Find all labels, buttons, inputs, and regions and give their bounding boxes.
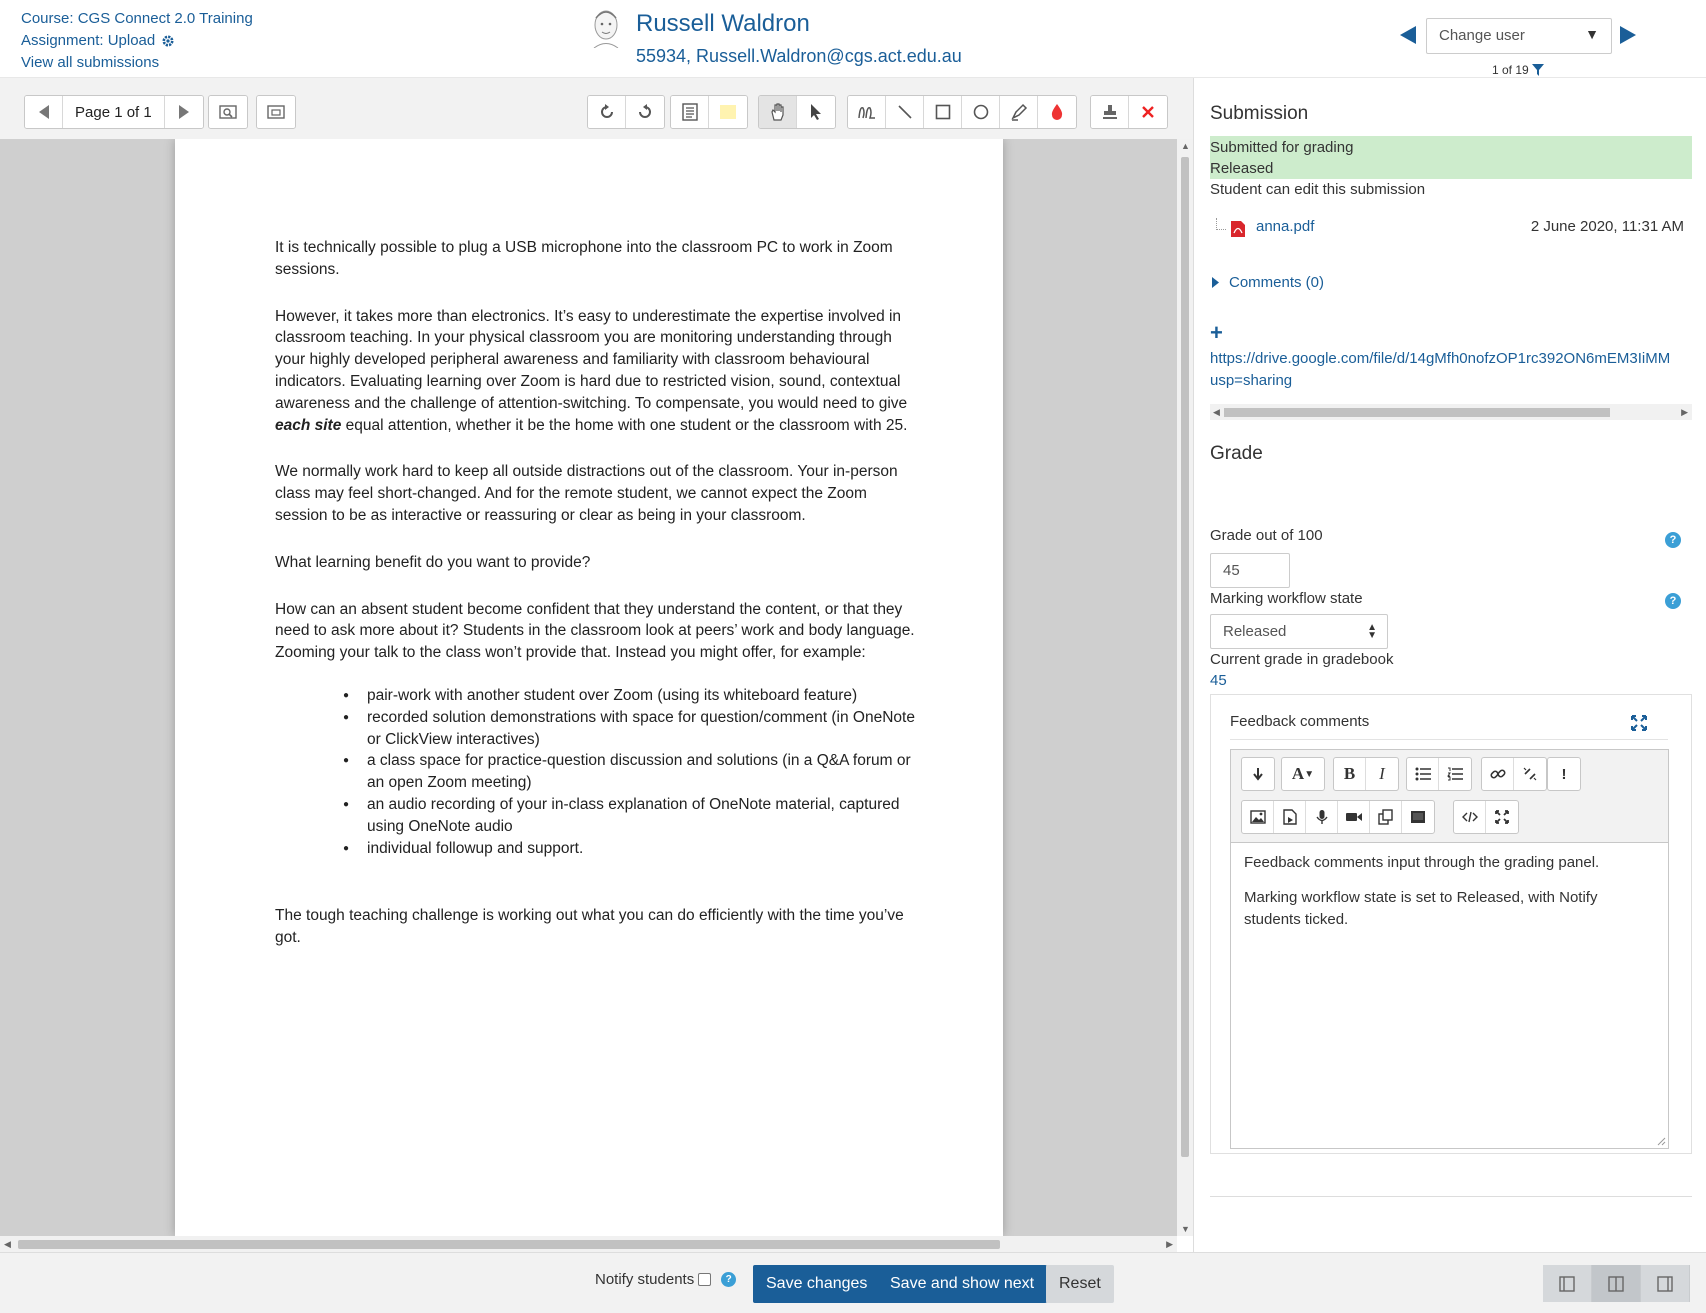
file-link[interactable]: anna.pdf xyxy=(1256,218,1315,235)
pdf-viewer[interactable] xyxy=(0,139,1193,1236)
scroll-down-icon[interactable]: ▼ xyxy=(1181,1224,1190,1234)
annotation-tools-group xyxy=(847,95,1077,129)
collapse-grade-panel-button[interactable] xyxy=(1641,1265,1690,1302)
scroll-left-icon[interactable]: ◀ xyxy=(1213,407,1220,417)
rectangle-tool-button[interactable] xyxy=(924,96,962,128)
expand-icon[interactable] xyxy=(1631,715,1649,733)
pdf-bullet-item: ● pair-work with another student over Zoom (using its whiteboard feature) xyxy=(343,685,915,707)
user-count-text: 1 of 19 xyxy=(1492,63,1529,77)
user-count xyxy=(1492,63,1544,77)
oval-tool-button[interactable] xyxy=(962,96,1000,128)
workflow-state-select[interactable] xyxy=(1210,614,1388,649)
drive-link[interactable]: https://drive.google.com/file/d/14gMfh0nofzOP1rc392ON6mEM3IiMM xyxy=(1210,350,1671,367)
divider xyxy=(1210,1196,1692,1197)
expand-comments-group xyxy=(256,95,296,129)
grade-heading: Grade xyxy=(1210,443,1263,464)
scroll-left-icon[interactable]: ◀ xyxy=(4,1239,11,1249)
grading-header xyxy=(0,0,1706,78)
course-link[interactable]: Course: CGS Connect 2.0 Training xyxy=(21,10,253,27)
pan-tool-button[interactable] xyxy=(759,96,797,128)
current-grade-label: Current grade in gradebook xyxy=(1210,651,1394,668)
feedback-paragraph: Marking workflow state is set to Released, with Notify students ticked. xyxy=(1244,889,1598,928)
rotate-left-button[interactable] xyxy=(588,96,626,128)
media-group xyxy=(1241,800,1435,834)
italic-button[interactable]: I xyxy=(1379,764,1385,783)
layout-switcher xyxy=(1543,1265,1690,1302)
comment-group xyxy=(670,95,748,129)
submission-url xyxy=(1210,348,1692,392)
submission-scroll-thumb[interactable] xyxy=(1224,408,1610,417)
insert-h5p-button[interactable] xyxy=(1402,801,1434,833)
stamp-tool-button[interactable] xyxy=(1091,96,1129,128)
pdf-text-run: equal attention, whether it be the home with one student or the classroom with 25. xyxy=(341,416,908,434)
unlink-button[interactable] xyxy=(1514,758,1546,790)
feedback-title: Feedback comments xyxy=(1230,713,1370,730)
pen-tool-button[interactable] xyxy=(848,96,886,128)
search-comments-button[interactable] xyxy=(209,96,247,128)
line-tool-button[interactable] xyxy=(886,96,924,128)
avatar xyxy=(588,6,624,48)
notify-students-label: Notify students xyxy=(595,1271,695,1288)
workflow-state-value: Released xyxy=(1223,623,1287,640)
select-group xyxy=(758,95,836,129)
workflow-label: Marking workflow state xyxy=(1210,590,1363,607)
text-format-group xyxy=(1333,757,1399,791)
pdf-vertical-scrollbar[interactable] xyxy=(1177,139,1193,1236)
show-more-buttons-button[interactable] xyxy=(1242,758,1274,790)
fullscreen-button[interactable] xyxy=(1486,801,1518,833)
paragraph-styles-button[interactable]: A ▼ xyxy=(1291,764,1315,783)
pdf-bullet-item: ● recorded solution demonstrations with space for question/comment (in OneNote or ClickView interactives) xyxy=(343,707,915,751)
submission-status-text: Submitted for grading xyxy=(1210,139,1354,156)
rotate-right-button[interactable] xyxy=(626,96,664,128)
divider xyxy=(1230,739,1668,740)
grade-label: Grade out of 100 xyxy=(1210,527,1323,544)
pen-color-button[interactable] xyxy=(1038,96,1076,128)
submission-released-text: Released xyxy=(1210,160,1274,177)
default-layout-button[interactable] xyxy=(1592,1265,1641,1302)
feedback-text-area[interactable] xyxy=(1244,852,1654,944)
manage-files-button[interactable] xyxy=(1370,801,1402,833)
plus-icon[interactable]: + xyxy=(1210,320,1223,345)
link-button[interactable] xyxy=(1482,758,1514,790)
pdf-emphasis: each site xyxy=(275,416,342,434)
previous-user-icon[interactable] xyxy=(1398,24,1420,46)
course-info xyxy=(21,8,253,74)
pdf-paragraph xyxy=(275,306,915,437)
grade-input[interactable]: 45 xyxy=(1210,553,1290,588)
comments-toggle[interactable] xyxy=(1212,274,1324,291)
grading-footer xyxy=(0,1252,1706,1313)
pdf-text xyxy=(275,237,915,974)
tree-connector xyxy=(1216,218,1226,230)
scroll-right-icon[interactable]: ▶ xyxy=(1166,1239,1173,1249)
help-icon[interactable]: ? xyxy=(1665,593,1681,609)
insert-media-button[interactable] xyxy=(1274,801,1306,833)
user-name[interactable]: Russell Waldron xyxy=(636,10,810,37)
help-icon[interactable]: ? xyxy=(1665,532,1681,548)
special-group xyxy=(1547,757,1581,791)
help-icon[interactable]: ? xyxy=(721,1272,736,1287)
record-audio-button[interactable] xyxy=(1306,801,1338,833)
select-tool-button[interactable] xyxy=(797,96,835,128)
bold-button[interactable]: B xyxy=(1334,758,1366,790)
pdf-file-icon xyxy=(1230,220,1246,238)
highlighter-tool-button[interactable] xyxy=(1000,96,1038,128)
dropdown-caret-icon: ▼ xyxy=(1585,26,1599,42)
user-navigation xyxy=(1398,18,1640,54)
grading-panel xyxy=(1193,78,1706,1252)
scroll-up-icon[interactable]: ▲ xyxy=(1181,141,1190,151)
pdf-paragraph: It is technically possible to plug a USB microphone into the classroom PC to work in Zoom sessions. xyxy=(275,239,893,278)
search-comments-group xyxy=(208,95,248,129)
emoji-button[interactable]: ! xyxy=(1561,765,1567,783)
previous-page-button[interactable] xyxy=(25,96,63,128)
reset-button[interactable]: Reset xyxy=(1046,1265,1114,1303)
page-navigation xyxy=(24,95,204,129)
pdf-bullet-item: ● individual followup and support. xyxy=(343,838,915,860)
pdf-horizontal-scrollbar[interactable] xyxy=(0,1236,1177,1252)
pdf-paragraph: What learning benefit do you want to provide? xyxy=(275,553,591,571)
submission-horizontal-scrollbar[interactable] xyxy=(1210,404,1692,420)
pdf-paragraph: The tough teaching challenge is working out what you can do efficiently with the time you’ve got. xyxy=(275,907,904,947)
resize-handle-icon[interactable] xyxy=(1656,1136,1666,1146)
delete-annotation-button[interactable] xyxy=(1129,96,1167,128)
view-all-submissions-link[interactable]: View all submissions xyxy=(21,54,160,71)
edit-note: Student can edit this submission xyxy=(1210,181,1426,198)
collapse-review-panel-button[interactable] xyxy=(1543,1265,1592,1302)
pdf-text-run: However, it takes more than electronics. It’s easy to underestimate the expertise involved in classroom teaching. In your physical classroom you are monitoring understanding through your highly developed peripheral awareness and familiarity with classroom behavioural indicators. Evaluating learning over Zoom is hard due to restricted vision, sound, contextual awareness and the challenge of attention-switching. To compensate, you would need to give xyxy=(275,307,908,412)
save-and-show-next-button[interactable]: Save and show next xyxy=(877,1265,1047,1303)
html-view-button[interactable] xyxy=(1454,801,1486,833)
stamp-group xyxy=(1090,95,1168,129)
pdf-vertical-scroll-thumb[interactable] xyxy=(1181,157,1189,1157)
ordered-list-button[interactable] xyxy=(1439,758,1471,790)
save-changes-button[interactable]: Save changes xyxy=(753,1265,880,1303)
assignment-link[interactable]: Assignment: Upload xyxy=(21,32,156,49)
collapse-group xyxy=(1241,757,1275,791)
unordered-list-button[interactable] xyxy=(1407,758,1439,790)
submission-status xyxy=(1210,136,1692,179)
pdf-bullet-item: ● a class space for practice-question discussion and solutions (in a Q&A forum or an open Zoom meeting) xyxy=(343,750,915,794)
next-user-icon[interactable] xyxy=(1618,24,1640,46)
record-video-button[interactable] xyxy=(1338,801,1370,833)
scroll-right-icon[interactable]: ▶ xyxy=(1681,407,1688,417)
expand-triangle-icon xyxy=(1212,277,1219,288)
page-selector[interactable]: Page 1 of 1 xyxy=(63,96,165,128)
user-details[interactable]: 55934, Russell.Waldron@cgs.act.edu.au xyxy=(636,46,962,66)
rich-text-toolbar xyxy=(1231,750,1668,843)
filter-icon[interactable] xyxy=(1532,64,1544,76)
pdf-paragraph: How can an absent student become confident that they understand the content, or that they need to ask more about it? Students in the classroom look at peers’ work and body language. Zooming your talk to the class won’t provide that. Instead you might offer, for example: xyxy=(275,600,915,662)
pdf-horizontal-scroll-thumb[interactable] xyxy=(18,1240,1000,1249)
pdf-bullet-item: ● an audio recording of your in-class explanation of OneNote material, captured using OneNote audio xyxy=(343,794,915,838)
pdf-editor-toolbar xyxy=(0,78,1193,139)
notify-students-checkbox[interactable] xyxy=(698,1273,711,1286)
expand-comments-button[interactable] xyxy=(257,96,295,128)
gear-icon[interactable] xyxy=(161,34,175,48)
notify-students xyxy=(595,1271,736,1288)
pdf-paragraph: We normally work hard to keep all outside distractions out of the classroom. Your in-person class may feel short-changed. And for the remote student, we cannot expect the Zoom session to be as interactive or reassuring or clear as being in your classroom. xyxy=(275,463,898,524)
link-group xyxy=(1481,757,1547,791)
feedback-paragraph: Feedback comments input through the grading panel. xyxy=(1244,854,1600,871)
html-group xyxy=(1453,800,1519,834)
highlight-color-button[interactable] xyxy=(709,96,747,128)
pdf-bullet-list xyxy=(343,685,915,859)
current-grade-link[interactable]: 45 xyxy=(1210,672,1227,689)
font-style-group xyxy=(1281,757,1325,791)
change-user-select[interactable] xyxy=(1426,18,1612,54)
insert-image-button[interactable] xyxy=(1242,801,1274,833)
drive-link-continued[interactable]: usp=sharing xyxy=(1210,372,1293,389)
comment-tool-button[interactable] xyxy=(671,96,709,128)
next-page-button[interactable] xyxy=(165,96,203,128)
file-date: 2 June 2020, 11:31 AM xyxy=(1530,218,1684,235)
feedback-comments xyxy=(1210,694,1692,1154)
select-arrows-icon: ▲ ▼ xyxy=(1367,622,1377,641)
comments-link[interactable]: Comments (0) xyxy=(1229,274,1325,291)
rich-text-editor xyxy=(1230,749,1669,1149)
submission-file xyxy=(1210,218,1692,242)
submission-heading: Submission xyxy=(1210,103,1309,124)
change-user-label: Change user xyxy=(1439,27,1525,44)
list-group xyxy=(1406,757,1472,791)
pdf-page[interactable] xyxy=(175,139,1003,1236)
rotate-group xyxy=(587,95,665,129)
